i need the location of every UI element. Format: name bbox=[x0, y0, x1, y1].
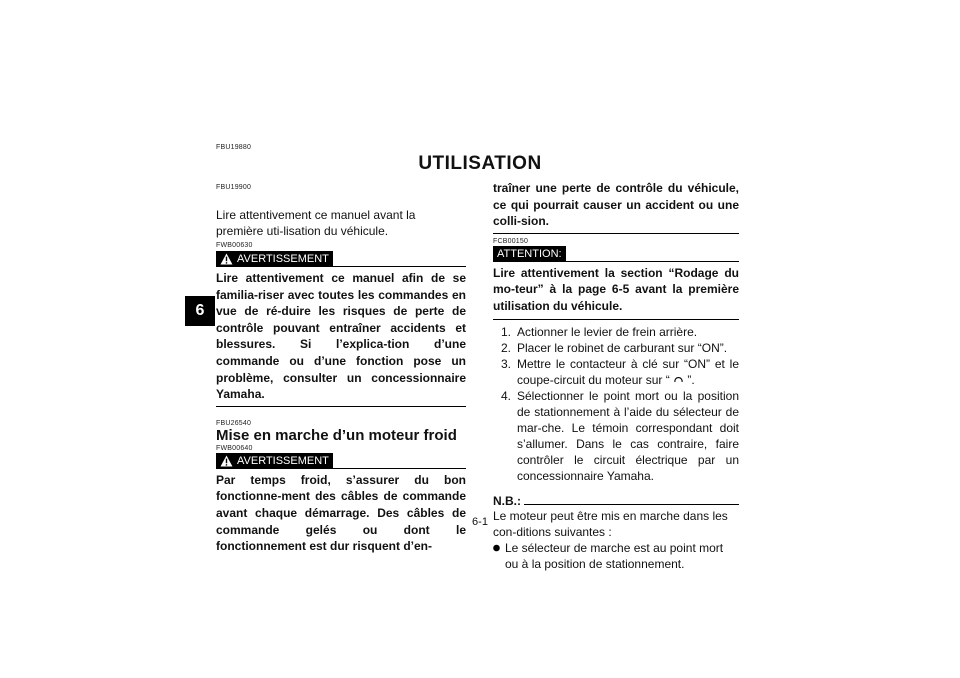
warning1-header bbox=[216, 251, 466, 267]
warning1-text: Lire attentivement ce manuel afin de se familia-riser avec toutes les commandes en vue de ré-duire les risques de perte de contrôle pouvant entraîner accidents et blessures. Si l’explica-tion d’une commande ou d’une fonction pose un problème, consulter un concessionnaire Yamaha. bbox=[216, 271, 466, 402]
engine-run-icon bbox=[673, 374, 684, 384]
step-text: Mettre le contacteur à clé sur “ON” et le coupe-circuit du moteur sur “ ”. bbox=[517, 356, 739, 387]
steps-list bbox=[493, 324, 739, 484]
nb-label: N.B.: bbox=[493, 493, 521, 508]
caution-rule bbox=[566, 246, 739, 262]
list-item bbox=[493, 540, 739, 572]
warning2-continued-text: traîner une perte de contrôle du véhicule, ce qui pourrait causer un accident ou une colli-sion. bbox=[493, 181, 739, 229]
warning1-label-box bbox=[216, 251, 333, 267]
bullet-dot-icon bbox=[493, 540, 505, 572]
step-text: Sélectionner le point mort ou la position de stationnement à l’aide du sélecteur de mar-che. Le témoin correspondant doit s’allumer. Dans le cas contraire, faire contrôler le circuit électrique par un concessionnaire Yamaha. bbox=[517, 388, 739, 483]
step-text: Placer le robinet de carburant sur “ON”. bbox=[517, 340, 728, 355]
warning1-rule bbox=[333, 251, 466, 267]
section-code: FBU19880 bbox=[216, 144, 252, 151]
warning2-rule bbox=[333, 453, 466, 469]
step-number: 3. bbox=[500, 356, 511, 371]
intro-paragraph: Lire attentivement ce manuel avant la première uti-lisation du véhicule. bbox=[216, 208, 416, 238]
caution-label-box bbox=[493, 246, 566, 262]
list-item bbox=[493, 324, 739, 340]
caution-label: ATTENTION: bbox=[497, 247, 562, 260]
caution-end-rule bbox=[493, 319, 739, 320]
nb-header bbox=[493, 494, 739, 508]
intro-code: FBU19900 bbox=[216, 184, 252, 191]
step-number: 2. bbox=[500, 340, 511, 355]
nb-rule bbox=[524, 504, 739, 505]
warning2-text: Par temps froid, s’assurer du bon fonctionne-ment des câbles de commande avant chaque démarrage. Des câbles de commande gelés ou dont le fonctionnement est dur risquent d’en- bbox=[216, 472, 466, 554]
right-column bbox=[493, 180, 739, 572]
warning1-end-rule bbox=[216, 406, 466, 407]
page-title: UTILISATION bbox=[418, 153, 542, 174]
caution-header bbox=[493, 246, 739, 262]
caution-code: FCB00150 bbox=[493, 237, 529, 245]
step-text: Actionner le levier de frein arrière. bbox=[517, 324, 698, 339]
list-item bbox=[493, 388, 739, 484]
list-item bbox=[493, 340, 739, 356]
section-heading: Mise en marche d’un moteur froid bbox=[216, 426, 457, 444]
step-text-with-symbol bbox=[517, 356, 739, 388]
warning2-header bbox=[216, 453, 466, 469]
warning1-code: FWB00630 bbox=[216, 242, 253, 249]
warning1-label: AVERTISSEMENT bbox=[237, 253, 329, 265]
caution-text: Lire attentivement la section “Rodage du mo-teur” à la page 6-5 avant la première utilisation du véhicule. bbox=[493, 265, 739, 313]
warning2-label: AVERTISSEMENT bbox=[237, 454, 329, 467]
left-column bbox=[216, 184, 466, 555]
list-item bbox=[493, 356, 739, 388]
warning-triangle-icon bbox=[220, 253, 233, 265]
nb-bullet-text: Le sélecteur de marche est au point mort ou à la position de stationnement. bbox=[505, 540, 724, 571]
warning2-code: FWB00640 bbox=[216, 444, 253, 452]
step-number: 1. bbox=[500, 324, 511, 339]
warning2-label-box bbox=[216, 453, 333, 469]
chapter-tab[interactable]: 6 bbox=[185, 296, 215, 326]
section-code-2: FBU26540 bbox=[216, 419, 252, 427]
page-number: 6-1 bbox=[472, 516, 488, 528]
nb-text: Le moteur peut être mis en marche dans les con-ditions suivantes : bbox=[493, 508, 728, 539]
warning2-end-rule bbox=[493, 233, 739, 234]
step-number: 4. bbox=[500, 388, 511, 403]
warning-triangle-icon bbox=[220, 455, 233, 467]
